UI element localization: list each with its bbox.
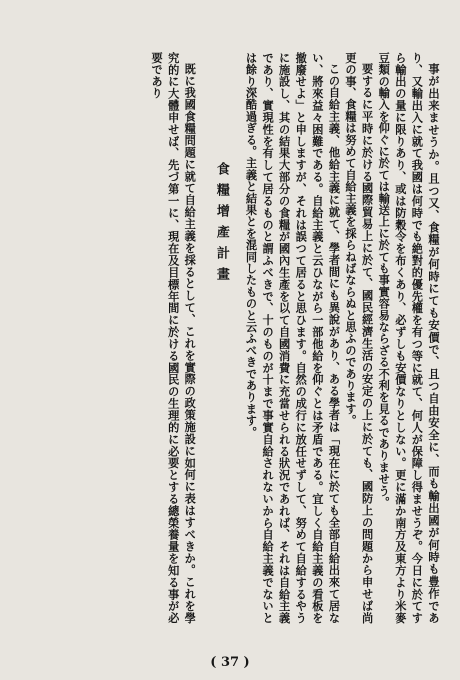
section-heading-wrap	[212, 52, 229, 624]
section-heading: 食糧增產計畫	[213, 162, 229, 288]
body-paragraph-4: 既に我國食糧問題に就て自給主義を採るとして、これを實際の政策施設に如何に表はすべきか。これを學究的に大體申せば、先づ第一に、現在及目標年間に於ける國民の生理的に必要とする總榮養量を知る事が必要であり	[150, 52, 198, 624]
body-paragraph-1: 事が出来ませうか。且つ又、食糧が何時にても安價で、且つ自由安全に、而も輸出國が何時も豊作であり、又輸出入に就て我國は何時でも絶對的優先權を有つ等に就て、何人が保障し得ませうぞ。今日に於てすら輸出の量に限りあり、或は防穀令を布くあり、必ずしも安價なりとしない。更に滿か南方及東方より米麥豆類の輸入を仰ぐに於ては輸送上に於ても事實容易ならざる不利を見るでありませう。	[377, 52, 441, 624]
body-paragraph-3: この自給主義、他給主義に就て、學者間にも異說があり、ある學者は「現在に於ても全部自給出來て居ない、將來益々困難である。自給主義と云ひながら一部他給を仰ぐとは矛盾である。宜しく自給主義の看板を撤廢せよ」と申しますが、それは誤つて居ると思ひます。自然の成行に放任せずして、努めて自給するやうに施設し、其の結果大部分の食糧が國內生產を以て自國消費に充當せられる狀況であれば、それは自給主義であり、實現性を有して居るものと謂ふべきで、十のものが十まで事實自給されないから自給主義でないとは餘り深酷過ぎる。主義と結果とを混同したものと云ふべきであります。	[244, 52, 342, 624]
page-number: ( 37 )	[210, 655, 250, 670]
body-paragraph-2: 要するに平時に於ける國際貿易上に於て、國民經濟生活の安定の上に於ても、國防上の問題から申せば尚更の事、食糧は努めて自給主義を採らねばならぬと思ふのであります。	[344, 52, 375, 624]
vertical-text-body	[14, 52, 442, 624]
